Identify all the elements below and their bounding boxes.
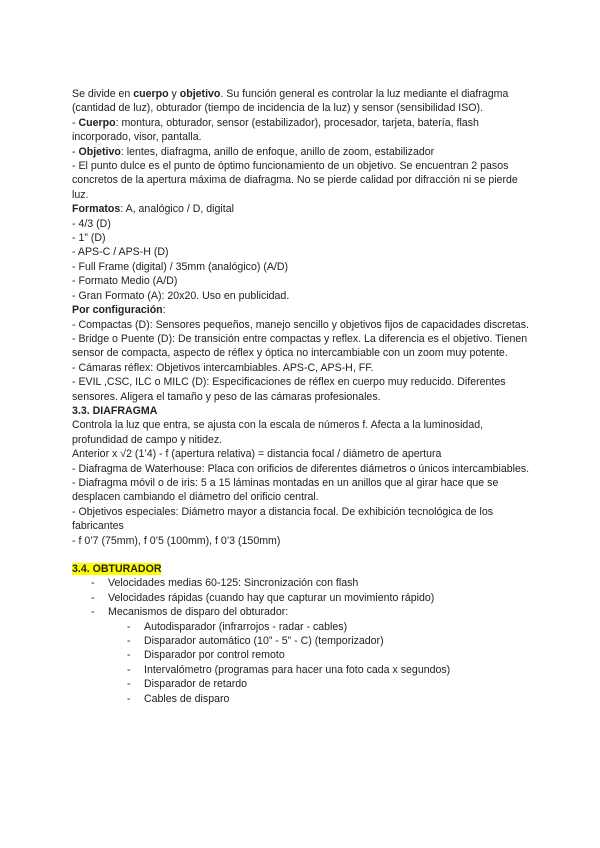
bullet-dash: - — [127, 663, 131, 676]
sub-list-item — [72, 648, 532, 662]
formatos-label: Formatos — [72, 203, 121, 216]
punto-dulce-line: - El punto dulce es el punto de óptimo funcionamiento de un objetivo. Se encuentran 2 pasos concretos de la apertura máxima de diafragma. No se pierde calidad por difracción ni se pierde luz. — [72, 160, 518, 201]
list-item — [72, 605, 532, 619]
configuracion-item: - Compactas (D): Sensores pequeños, manejo sencillo y objetivos fijos de capacidades discretas. — [72, 318, 529, 331]
diafragma-line: Anterior x √2 (1’4) - f (apertura relativa) = distancia focal / diámetro de apertura — [72, 448, 442, 461]
formatos-text: : A, analógico / D, digital — [120, 203, 234, 216]
cuerpo-line — [72, 116, 532, 145]
sub-list-item-text: Intervalómetro (programas para hacer una foto cada x segundos) — [144, 663, 451, 676]
bullet-dash: - — [127, 635, 131, 648]
diafragma-line: - f 0’7 (75mm), f 0’5 (100mm), f 0’3 (150mm) — [72, 534, 281, 547]
objetivo-text: : lentes, diafragma, anillo de enfoque, anillo de zoom, estabilizador — [120, 145, 435, 158]
diafragma-line: Controla la luz que entra, se ajusta con la escala de números f. Afecta a la luminosidad, profundidad de campo y nitidez. — [72, 419, 484, 446]
cuerpo-text: : montura, obturador, sensor (estabilizador), procesador, tarjeta, batería, flash incorporado, visor, pantalla. — [72, 116, 479, 144]
cuerpo-label: Cuerpo — [78, 116, 116, 129]
bullet-dash: - — [91, 606, 95, 619]
objetivo-label: Objetivo — [78, 145, 121, 158]
configuracion-item: - Cámaras réflex: Objetivos intercambiables. APS-C, APS-H, FF. — [72, 361, 374, 374]
sub-list-item-text: Disparador automático (10” - 5” - C) (temporizador) — [144, 635, 384, 648]
bullet-dash: - — [91, 591, 95, 604]
sub-list-item — [72, 620, 532, 634]
obturador-list — [72, 576, 532, 706]
list-item-text: Mecanismos de disparo del obturador: — [108, 606, 289, 619]
list-item-text: Velocidades medias 60-125: Sincronización con flash — [108, 577, 359, 590]
diafragma-heading: 3.3. DIAFRAGMA — [72, 404, 158, 417]
sub-list-item-text: Cables de disparo — [144, 692, 230, 705]
obturador-heading — [72, 562, 532, 576]
document-page — [72, 87, 532, 706]
formato-item: - 4/3 (D) — [72, 217, 111, 230]
formato-item: - APS-C / APS-H (D) — [72, 246, 169, 259]
bullet-dash: - — [91, 577, 95, 590]
bullet-dash: - — [127, 692, 131, 705]
formato-item: - Gran Formato (A): 20x20. Uso en publicidad. — [72, 289, 290, 302]
bullet-dash: - — [127, 620, 131, 633]
configuracion-label: Por configuración — [72, 304, 163, 317]
configuracion-item: - EVIL ,CSC, ILC o MILC (D): Especificaciones de réflex en cuerpo muy reducido. Diferentes sensores. Aligera el tamaño y peso de las cámaras profesionales. — [72, 376, 506, 403]
spacer — [72, 548, 532, 562]
configuracion-item: - Bridge o Puente (D): De transición entre compactas y reflex. La diferencia es el objetivo. Tienen sensor de compacta, aspecto de réflex y óptica no intercambiable con un zoom muy potente. — [72, 332, 528, 360]
intro-objetivo-term: objetivo — [179, 88, 221, 100]
sub-list-item — [72, 634, 532, 648]
list-item — [72, 576, 532, 590]
diafragma-line: - Objetivos especiales: Diámetro mayor a distancia focal. De exhibición tecnológica de los fabricantes — [72, 505, 494, 533]
list-item-text: Velocidades rápidas (cuando hay que capturar un movimiento rápido) — [108, 591, 435, 604]
formato-item: - Full Frame (digital) / 35mm (analógico) (A/D) — [72, 260, 289, 273]
diafragma-line: - Diafragma de Waterhouse: Placa con orificios de diferentes diámetros o únicos intercambiables. — [72, 462, 530, 475]
dash: - — [72, 145, 79, 158]
sub-list-item — [72, 663, 532, 677]
list-item — [72, 591, 532, 605]
sub-list-item — [72, 692, 532, 706]
sub-list-item-text: Disparador por control remoto — [144, 649, 285, 662]
configuracion-heading — [72, 303, 532, 317]
intro-text: . Su función general es controlar la luz mediante el diafragma (cantidad de luz), obturador (tiempo de incidencia de la luz) y sensor (sensibilidad ISO). — [72, 88, 509, 115]
objetivo-line — [72, 145, 532, 159]
bullet-dash: - — [127, 678, 131, 691]
diafragma-line: - Diafragma móvil o de iris: 5 a 15 láminas montadas en un anillos que al girar hace que se desplacen cambiando el diámetro del orificio central. — [72, 476, 499, 504]
configuracion-colon: : — [162, 304, 166, 317]
intro-paragraph — [72, 87, 532, 116]
obturador-heading-text: 3.4. OBTURADOR — [72, 563, 162, 575]
formato-item: - 1” (D) — [72, 232, 106, 245]
formato-item: - Formato Medio (A/D) — [72, 275, 178, 288]
sub-list-item — [72, 677, 532, 691]
bullet-dash: - — [127, 649, 131, 662]
sub-list-item-text: Disparador de retardo — [144, 678, 248, 691]
intro-text: y — [168, 88, 180, 100]
formatos-line — [72, 202, 532, 216]
intro-cuerpo-term: cuerpo — [133, 88, 169, 100]
dash: - — [72, 116, 79, 129]
sub-list-item-text: Autodisparador (infrarrojos - radar - cables) — [144, 620, 348, 633]
intro-text: Se divide en — [72, 88, 134, 100]
